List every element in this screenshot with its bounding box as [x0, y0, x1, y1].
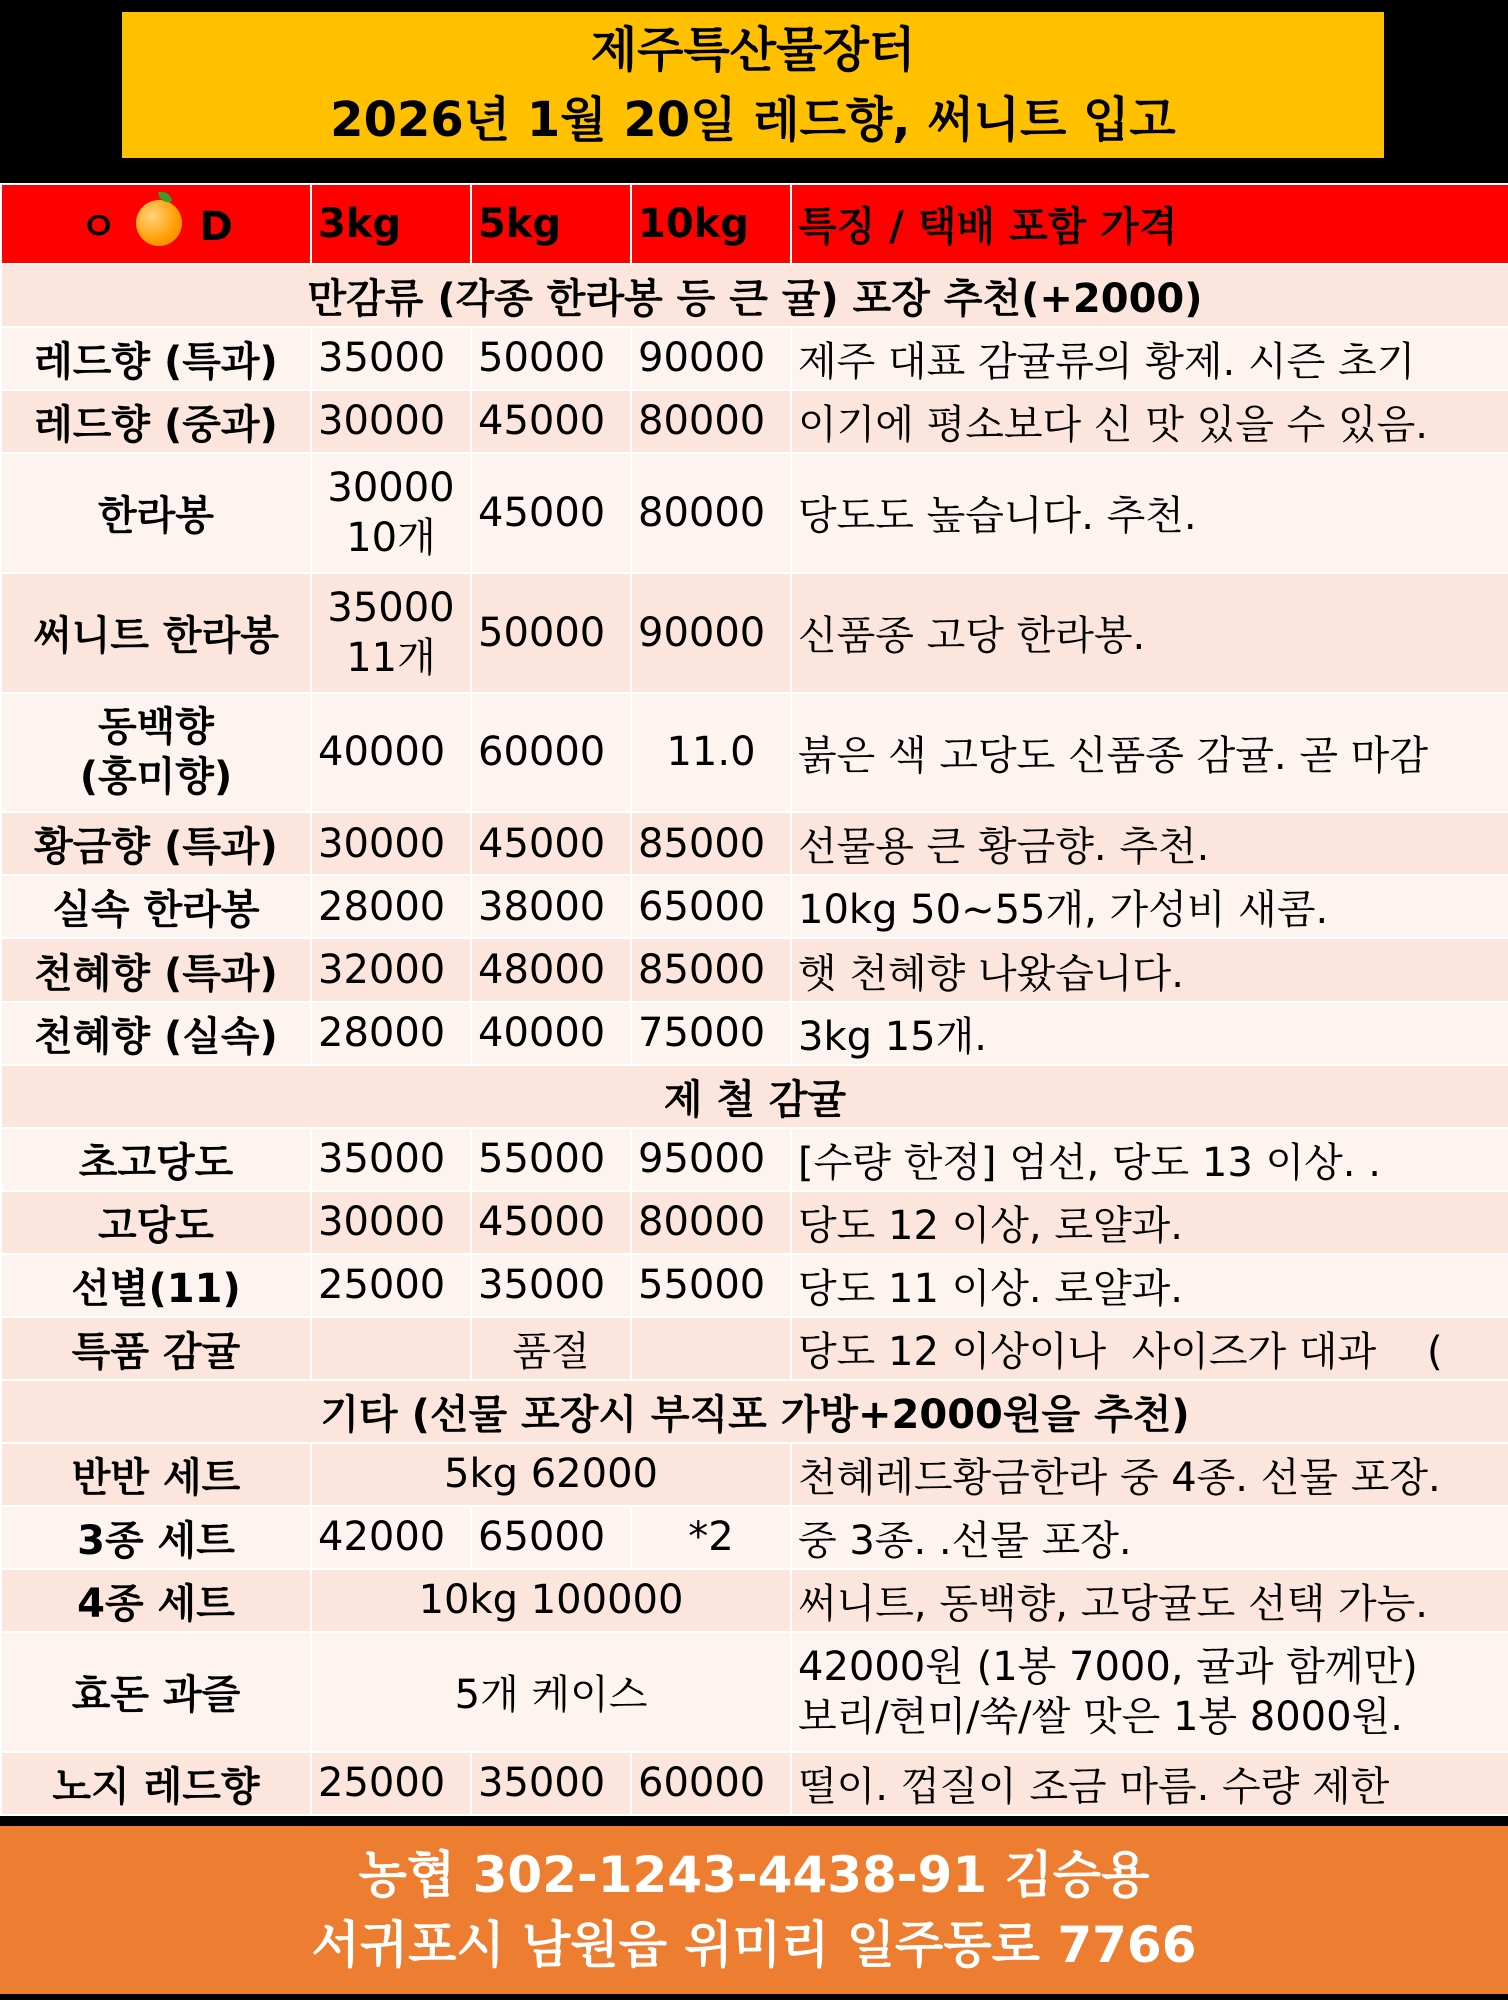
price-3kg: 28000 [311, 1002, 471, 1065]
table-row [1, 1752, 1508, 1815]
section-title-mangamryu: 만감류 (각종 한라봉 등 큰 귤) 포장 추천(+2000) [1, 264, 1508, 327]
product-name: 레드향 (특과) [1, 327, 311, 390]
price-5kg: 40000 [471, 1002, 631, 1065]
feature-text: 천혜레드황금한라 중 4종. 선물 포장. [791, 1443, 1508, 1506]
feature-text: 당도 11 이상. 로얄과. [791, 1254, 1508, 1317]
footer-banner [0, 1826, 1508, 1994]
product-name [1, 693, 311, 813]
price-value: 30000 [327, 464, 455, 511]
table-row [1, 390, 1508, 453]
price-5kg: 50000 [471, 573, 631, 693]
section-row [1, 1380, 1508, 1443]
table-row [1, 812, 1508, 875]
price-3kg: 40000 [311, 693, 471, 813]
product-name: 천혜향 (특과) [1, 938, 311, 1001]
price-10kg: 80000 [631, 453, 791, 573]
feature-text: 붉은 색 고당도 신품종 감귤. 곧 마감 [791, 693, 1508, 813]
price-10kg: 85000 [631, 938, 791, 1001]
price-3kg [311, 573, 471, 693]
table-row [1, 1506, 1508, 1569]
product-name: 효돈 과즐 [1, 1632, 311, 1752]
price-3kg: 28000 [311, 875, 471, 938]
feature-text: 3kg 15개. [791, 1002, 1508, 1065]
price-3kg: 25000 [311, 1752, 471, 1815]
feature-text: 중 3종. .선물 포장. [791, 1506, 1508, 1569]
price-3kg [311, 1317, 471, 1380]
feature-text: [수량 한정] 엄선, 당도 13 이상. . [791, 1128, 1508, 1191]
price-10kg: 90000 [631, 327, 791, 390]
price-10kg: 90000 [631, 573, 791, 693]
merged-price: 5kg 62000 [311, 1443, 791, 1506]
feature-text: 햇 천혜향 나왔습니다. [791, 938, 1508, 1001]
price-5kg: 55000 [471, 1128, 631, 1191]
price-5kg: 45000 [471, 812, 631, 875]
price-3kg [311, 453, 471, 573]
price-5kg: 35000 [471, 1254, 631, 1317]
section-title-etc: 기타 (선물 포장시 부직포 가방+2000원을 추천) [1, 1380, 1508, 1443]
product-name: 3종 세트 [1, 1506, 311, 1569]
store-name: 제주특산물장터 [590, 22, 916, 78]
merged-price: 5개 케이스 [311, 1632, 791, 1752]
product-name-line2: (홍미향) [79, 754, 233, 801]
count-value: 11개 [346, 634, 436, 681]
feature-text: 선물용 큰 황금향. 추천. [791, 812, 1508, 875]
price-5kg-soldout: 품절 [471, 1317, 631, 1380]
feature-text: 신품종 고당 한라봉. [791, 573, 1508, 693]
orange-icon [136, 200, 182, 246]
product-name: 4종 세트 [1, 1569, 311, 1632]
price-3kg: 30000 [311, 812, 471, 875]
price-5kg: 50000 [471, 327, 631, 390]
product-name: 한라봉 [1, 453, 311, 573]
table-header-row [1, 184, 1508, 264]
price-10kg: 95000 [631, 1128, 791, 1191]
product-name: 써니트 한라봉 [1, 573, 311, 693]
table-row [1, 573, 1508, 693]
feature-text: 이기에 평소보다 신 맛 있을 수 있음. [791, 390, 1508, 453]
product-name: 실속 한라봉 [1, 875, 311, 938]
feature-line1: 42000원 (1봉 7000, 귤과 함께만) [798, 1643, 1418, 1690]
table-row [1, 1128, 1508, 1191]
price-3kg: 42000 [311, 1506, 471, 1569]
address: 서귀포시 남원읍 위미리 일주동로 7766 [311, 1916, 1197, 1974]
price-10kg: 55000 [631, 1254, 791, 1317]
price-5kg: 65000 [471, 1506, 631, 1569]
price-10kg: 65000 [631, 875, 791, 938]
table-row [1, 327, 1508, 390]
feature-text: 제주 대표 감귤류의 황제. 시즌 초기 [791, 327, 1508, 390]
merged-price: 10kg 100000 [311, 1569, 791, 1632]
table-row [1, 1569, 1508, 1632]
price-3kg: 25000 [311, 1254, 471, 1317]
price-value: 35000 [327, 584, 455, 631]
table-row [1, 1632, 1508, 1752]
price-10kg: 75000 [631, 1002, 791, 1065]
table-row [1, 1254, 1508, 1317]
product-name: 노지 레드향 [1, 1752, 311, 1815]
product-name: 선별(11) [1, 1254, 311, 1317]
price-3kg: 32000 [311, 938, 471, 1001]
price-5kg: 48000 [471, 938, 631, 1001]
feature-text: 10kg 50~55개, 가성비 새콤. [791, 875, 1508, 938]
feature-text: 당도 12 이상, 로얄과. [791, 1191, 1508, 1254]
price-5kg: 35000 [471, 1752, 631, 1815]
page-title-banner [122, 12, 1384, 158]
price-3kg: 30000 [311, 390, 471, 453]
product-name: 초고당도 [1, 1128, 311, 1191]
price-10kg: 11.0 [631, 693, 791, 813]
bank-account: 농협 302-1243-4438-91 김승용 [358, 1846, 1150, 1904]
header-product-col: ㅇ D [1, 184, 311, 264]
price-3kg: 30000 [311, 1191, 471, 1254]
table-row [1, 938, 1508, 1001]
header-10kg: 10kg [631, 184, 791, 264]
price-5kg: 60000 [471, 693, 631, 813]
price-3kg: 35000 [311, 327, 471, 390]
feature-text: 당도 12 이상이나 사이즈가 대과 ( [791, 1317, 1508, 1380]
feature-text: 떨이. 껍질이 조금 마름. 수량 제한 [791, 1752, 1508, 1815]
feature-line2: 보리/현미/쑥/쌀 맛은 1봉 8000원. [798, 1693, 1403, 1740]
product-name-line1: 동백향 [98, 704, 214, 751]
product-name: 황금향 (특과) [1, 812, 311, 875]
feature-text: 당도도 높습니다. 추천. [791, 453, 1508, 573]
price-3kg: 35000 [311, 1128, 471, 1191]
price-5kg: 45000 [471, 453, 631, 573]
product-name: 레드향 (중과) [1, 390, 311, 453]
price-10kg: 80000 [631, 1191, 791, 1254]
price-10kg [631, 1317, 791, 1380]
price-10kg: 60000 [631, 1752, 791, 1815]
table-row [1, 1317, 1508, 1380]
price-10kg: 85000 [631, 812, 791, 875]
arrival-notice: 2026년 1월 20일 레드향, 써니트 입고 [330, 92, 1176, 148]
section-row [1, 1065, 1508, 1128]
price-5kg: 45000 [471, 390, 631, 453]
table-row [1, 693, 1508, 813]
product-name: 반반 세트 [1, 1443, 311, 1506]
count-value: 10개 [346, 514, 436, 561]
header-3kg: 3kg [311, 184, 471, 264]
section-title-seasonal: 제 철 감귤 [1, 1065, 1508, 1128]
product-name: 천혜향 (실속) [1, 1002, 311, 1065]
price-10kg: 80000 [631, 390, 791, 453]
product-name: 고당도 [1, 1191, 311, 1254]
price-5kg: 38000 [471, 875, 631, 938]
header-5kg: 5kg [471, 184, 631, 264]
section-row [1, 264, 1508, 327]
price-10kg: *2 [631, 1506, 791, 1569]
header-features: 특징 / 택배 포함 가격 [791, 184, 1508, 264]
table-row [1, 1443, 1508, 1506]
table-row [1, 875, 1508, 938]
feature-text: 써니트, 동백향, 고당귤도 선택 가능. [791, 1569, 1508, 1632]
table-row [1, 1002, 1508, 1065]
table-row [1, 453, 1508, 573]
price-table [0, 183, 1508, 1816]
product-name: 특품 감귤 [1, 1317, 311, 1380]
table-row [1, 1191, 1508, 1254]
feature-text [791, 1632, 1508, 1752]
price-5kg: 45000 [471, 1191, 631, 1254]
